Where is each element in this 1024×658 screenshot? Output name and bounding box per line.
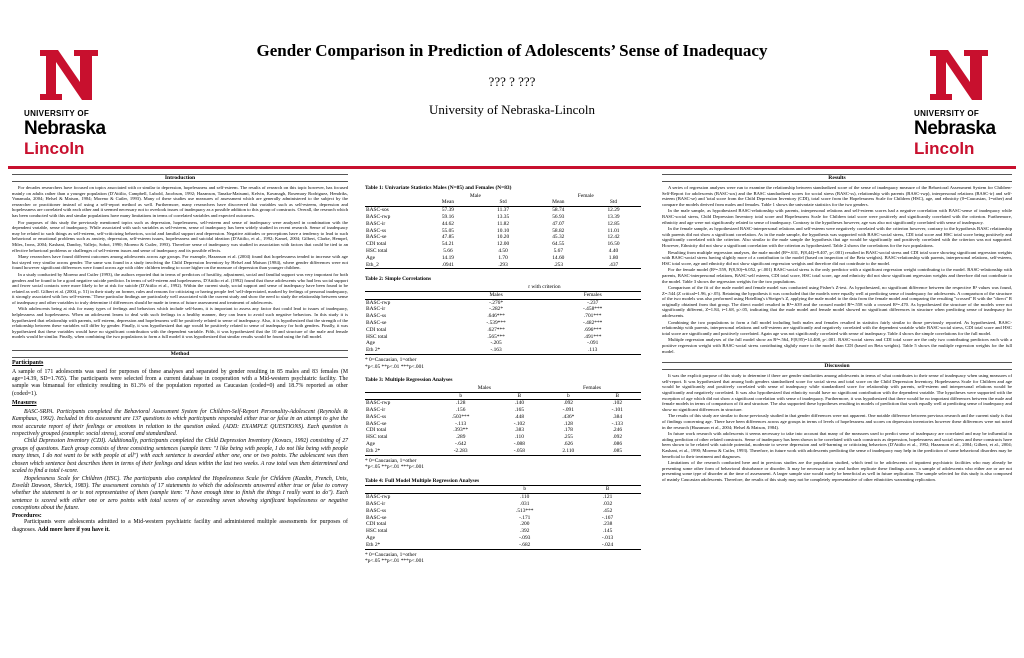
row-label: BASC-rwp bbox=[366, 213, 391, 220]
row-label: CDI total bbox=[366, 326, 387, 333]
table-row bbox=[365, 501, 641, 508]
intro-paragraph: With adolescents being at risk for many types of feelings and behaviors which include self-harm, it is important to assess any factor that could lead to issues of inadequacy, helplessness and hopelessness. When an adolescent learns to deal with such feelings in a healthy manner, they can learn to avoid such negative behaviors. In this study it is hypothesized that relationship with parents, self esteem, depression and hopelessness will be positively related to sense of inadequacy. Also, it is hypothesized that the strength of the relationship between these variables will differ by gender. Finally, it was hypothesized that age would be positively related to sense of inadequacy for both genders. Finally, it was hypothesized that these variables would have no significant contribution with the dependent variable. Fifth, it was hypothesized that the 10 and structure of the male and female models would be similar. Finally, when combining the two populations to form a full model it was hypothesized that similar results would be found using the full model. bbox=[12, 306, 348, 340]
cell-f_mean: 45.32 bbox=[552, 234, 565, 241]
cell-b: .031 bbox=[520, 501, 530, 508]
results-paragraph: Comparison of the fit of the male model and female model was conducted using Fisher's Z-test. As hypothesized, no significant difference between the respective R² values was found, Z=.544 (Z critical=1.96, p>.05). Retaining the hypothesis it was concluded that the models were equally well at predicting sense of inadequacy for adolescents. A comparison of the structure of the two models was also performed using Hotelling's t/Steiger's Z, applying the male model to the data from the female model and comparing the resulting "crossed" R with the "direct" R originally obtained from that group. The direct model resulted in R²=.639 and the crossed model R²=.558 with a crossed R²=.470. As hypothesized the structure of the models were not significantly different, Z=1.84, t=1.68, p>.05, indicating that the male model and female model showed no significant differences in structure when predicting sense of inadequacy for adolescents. bbox=[662, 285, 1012, 319]
table-row bbox=[365, 313, 641, 320]
header-divider bbox=[8, 166, 1016, 169]
cell-f: .491*** bbox=[583, 333, 602, 340]
table1-body bbox=[365, 207, 641, 269]
row-label: BASC-ir bbox=[366, 220, 386, 227]
poster-title: Gender Comparison in Prediction of Adolescents’ Sense of Inadequacy bbox=[256, 41, 768, 60]
table-row bbox=[365, 221, 641, 228]
cell-f: .701*** bbox=[583, 313, 602, 320]
row-label: HSC total bbox=[366, 333, 388, 340]
cell-f_mean: 64.55 bbox=[552, 241, 565, 248]
row-label: BASC-ss bbox=[366, 413, 387, 420]
cell-b: .110 bbox=[475, 494, 574, 501]
row-label: Eth 2* bbox=[365, 347, 448, 354]
table3-col-b: b bbox=[426, 392, 496, 400]
row-label: Eth 2* bbox=[365, 542, 475, 549]
cell-mb: .503*** bbox=[451, 413, 470, 420]
nebraska-n-logo-icon bbox=[38, 46, 100, 104]
cell-m_std: 4.50 bbox=[498, 247, 508, 254]
row-label: BASC-se bbox=[366, 234, 387, 241]
table2-caption: Table 2: Simple Correlations bbox=[365, 276, 432, 283]
row-label: HSC total bbox=[366, 528, 388, 535]
cell-m: -.276* bbox=[448, 299, 545, 306]
row-label: BASC-rwp bbox=[365, 299, 448, 306]
results-paragraph: Multiple regression analyses of the full model show an R²=.564, F(8,95)=14.408, p<.001. BASC-social stress and CDI total score are the only two contributing predictors each with a positive regression weight with BASC-social stress contributing slightly more to the model than CDI (based on Beta weights). Table 5 shows the multiple regression weights for the full model. bbox=[662, 337, 1012, 354]
table-row bbox=[365, 421, 641, 428]
cell-m: -.282* bbox=[489, 306, 504, 313]
cell-f_mean: 58.74 bbox=[531, 207, 586, 214]
procedures-note: Add more here if you have it. bbox=[37, 526, 110, 533]
column-middle bbox=[365, 174, 641, 648]
discussion-paragraph: The results of this study are similar to those previously studied in that gender differences were not apparent. One notable difference between previous research and the current study is that of findings concerning age. There have been differences across age groups in terms of levels of hopelessness and scores on depression inventories however these differences were not noted in the research (Hazanson et al., 2004; Helsel & Matson, 1984). bbox=[662, 413, 1012, 430]
cell-fb: .178 bbox=[563, 427, 573, 434]
participants-text: A sample of 171 adolescents was used for purposes of these analyses and separated by gender resulting in 85 males and 83 females (M age=14.39, SD=1.765). The participants were selected from a current database in cooperation with a Mid-western psychiatric facility. The sample was bimanual for ethnicity resulting in 81.3% of the population reported as Caucasian (coded=0) and 18.7% reported as other (coded=1). bbox=[12, 368, 348, 397]
table-row bbox=[365, 434, 641, 441]
poster-institution: University of Nebraska-Lincoln bbox=[428, 102, 596, 117]
discussion-heading: Discussion bbox=[662, 362, 1012, 370]
table2-col-females: Females bbox=[544, 291, 641, 299]
table3-group-males: Males bbox=[477, 384, 491, 391]
table1-group-male: Male bbox=[469, 192, 481, 199]
measure-hsc: Hopelessness Scale for Children (HSC). The participants also completed the Hopelessness Scale for Children (Kazdin, French, Unis, Esveldt Dawson, Sherick, 1983). The assessment consists of 17 statements to which the adolescents answered either true or false to convey whether the statement is or is not representative of them (sample item: "I have enough time to finish the things I really want to do"). Each sentence is scored with either one or zero points with total scores of or exceeding seven showing significant hopelessness or negative conceptions about the future. bbox=[12, 475, 348, 512]
cell-mB: .165 bbox=[514, 407, 525, 414]
table1-caption: Table 1: Univariate Statistics Males (N=85) and Females (N=83) bbox=[365, 185, 512, 191]
cell-b: -.171 bbox=[519, 514, 531, 521]
table3-col-B: B bbox=[496, 392, 543, 400]
row-label: BASC-rwp bbox=[365, 400, 426, 407]
table3 bbox=[365, 385, 641, 456]
measures-heading: Measures bbox=[12, 400, 37, 407]
cell-fb: .436* bbox=[562, 413, 575, 420]
row-label: HSC total bbox=[366, 247, 388, 254]
cell-f_mean: 56.93 bbox=[552, 213, 565, 220]
nebraska-n-logo-icon bbox=[928, 46, 990, 104]
table3-body bbox=[365, 400, 641, 455]
cell-m_mean: 59.16 bbox=[441, 213, 454, 220]
table1-col-std: Std bbox=[609, 199, 618, 206]
table2-subhead-label: r with criterion bbox=[528, 283, 561, 290]
cell-f_std: 12.29 bbox=[586, 207, 641, 214]
table-row bbox=[365, 320, 641, 327]
cell-fb: .128 bbox=[563, 420, 573, 427]
table-row bbox=[365, 528, 641, 535]
intro-paragraph: For decades researchers have focused on topics associated with or similar to depression, hopelessness and self-esteem. The results of research on this topic however, has focused mainly on adults rather than a younger population (D'Attilio, Campbell, Lubold, Jacobson, 1992; Hazanson, Tanaka-Matsumi, Kelvin, Kavanagh, Rosemary Rodriguez, Hendriks, Vanamala, 2004; Helsel & Matson, 1984; Moreno & Cutler, 1993). Many of these studies use measures of assessment which are generally administered to the subject by the researcher or practitioner instead of using a self-report method as well. Furthermore, many researchers have discovered that variables such as self-esteem, depression and hopelessness are correlated with each other and it seemed necessary not to overlook issues of inadequacy as a possible addition to this group of constructs. Overall, the research which has been conducted with this and similar populations have many limitations in terms of correlated variables and expected outcomes. bbox=[12, 185, 348, 218]
cell-fB: .384 bbox=[612, 413, 623, 420]
cell-mb: .156 bbox=[455, 407, 466, 414]
cell-f: -.237 bbox=[544, 299, 641, 306]
row-label: Age bbox=[366, 254, 375, 261]
discussion-paragraph: It was the explicit purpose of this study to determine if there are gender similarities among adolescents in terms of what contributes to their sense of inadequacy when using measures of self-report. It was hypothesized that among both genders standardized score for social stress and total score on the Child Depression Inventory, Hopelessness Scale for Children and age would be significantly and positively correlated with sense of inadequacy while standardized score for relationship with parents, self-esteem and interpersonal relations would be significantly and negatively correlated. It was also hypothesized that ethnicity would have no significant contribution with the dependent variable. The hypotheses were supported with the exception of age which did not show a significant correlation with sense of inadequacy. Furthermore, it was hypothesized that there would be no important differences between the male and female models in terms of comparison of fit and structure. The also supported these hypotheses resulting in models of prediction that work equally well at predicting sense of inadequacy and show no significant differences in structure. bbox=[662, 373, 1012, 412]
cell-fb: .092 bbox=[543, 400, 594, 407]
method-heading: Method bbox=[12, 350, 348, 358]
cell-fB: .246 bbox=[612, 427, 623, 434]
row-label: Eth_2 bbox=[365, 262, 420, 269]
table2 bbox=[365, 284, 641, 355]
poster-header bbox=[120, 40, 904, 118]
logo-line-lincoln: Lincoln bbox=[914, 139, 975, 158]
table4-col-B: B bbox=[574, 486, 641, 494]
intro-paragraph: In a study conducted by Moreno and Cutler (1993), the authors reported that in terms of predictors of hostility, adjustment, social and familial support was very important for both genders and be found to be a good negative suicide predictor. In terms of self-esteem and hopelessness, D'Attilio et al. (1992) found that those adolescents who had less social support and fewer social contacts were more likely to be at risk for suicide (D'Attilio et al., 1992). Within the current study, social support and sense of inadequacy have been found to be related as well. Gilbert et al. (2004, p. 51) in their study on former, rules and reasons for criticizing or having people feel 'self-depreciated, marked by feelings of personal inadequacy, it strongly associated with low self-esteem.' These particular findings are particularly well associated with the current study and show the need to study the relationship between sense of inadequacy and other variables to truly determine if differences should be made in terms of future assessment and treatment of adolescents. bbox=[12, 271, 348, 305]
table1-col-std: Std bbox=[499, 199, 507, 206]
cell-f_std: 4.40 bbox=[608, 247, 619, 254]
results-paragraph: In the male sample, as hypothesized BASC-relationship with parents, interpersonal relations and self-esteem scores had a negative correlation with BASC-sense of inadequacy while BASC-social stress, Child Depression Inventory total score and Hopelessness Scale for Children total score were positively and significantly correlated with the criterion. Furthermore, ethnicity and age were not significantly related to sense of inadequacy. Contrary to the hypotheses however, age was also not significantly correlated with sense of inadequacy. bbox=[662, 208, 1012, 225]
cell-f_std: .437 bbox=[586, 262, 641, 269]
cell-m_std: .293 bbox=[476, 262, 531, 269]
row-label: Age bbox=[366, 441, 375, 448]
table-row bbox=[365, 248, 641, 255]
cell-fb: .255 bbox=[563, 434, 573, 441]
intro-paragraph: For purposes of this study the previously mentioned topics such as depression, hopelessness, self-esteem and sense of inadequacy were analyzed in combination with the dependent variable, sense of inadequacy. While associated with such variables as self-esteem, sense of inadequacy has been widely studied in recent research. Sense of inadequacy may be related to such things as self-esteem, self-criticizing behaviors, social and familial support and depression. Negative attitudes or perceptions have a tendency to lead to such behavioral or emotional problems such as anxiety, depression, self-esteem issues, hopelessness and suicidal ideation (D'Attilio, et al., 1992; Kamel, 2004; Gilbert, Clarke, Hempel, Miles, Irons, 2004; Kashani, Dandoy, Vallejo, Sobot, 1990; Moreno & Cutler, 1993). Therefore sense of inadequacy was studied in association with factors that could be tied to an effective behavioral problems or challenges of self-esteem issues and sense of inadequacy and its possible effects. bbox=[12, 219, 348, 253]
logo-line-nebraska: Nebraska bbox=[914, 118, 996, 139]
table-row bbox=[365, 508, 641, 515]
cell-m_std: 11.82 bbox=[497, 220, 510, 227]
cell-mB: -.088 bbox=[513, 441, 525, 448]
table1-col-mean: Mean bbox=[552, 199, 565, 206]
cell-fB: -.133 bbox=[611, 420, 623, 427]
cell-mb: -.642 bbox=[455, 441, 467, 448]
cell-m_std: 10.10 bbox=[497, 227, 510, 234]
table-row bbox=[365, 214, 641, 221]
cell-B: .032 bbox=[602, 501, 613, 508]
row-label: BASC-sos bbox=[365, 207, 420, 214]
cell-b: .513*** bbox=[515, 507, 534, 514]
table4-caption: Table 4: Full Model Multiple Regression Analyses bbox=[365, 477, 480, 484]
cell-B: .452 bbox=[602, 507, 613, 514]
discussion-body bbox=[662, 373, 1012, 482]
cell-mB: .140 bbox=[496, 400, 543, 407]
cell-m_std: 11.37 bbox=[476, 207, 531, 214]
results-paragraph: In the female sample, as hypothesized BASC-interpersonal relations and self-esteem were negatively correlated with the criterion however, contrary to the hypothesis BASC relationship with parents did not show a significant correlation. As in the male sample, the hypothesis was supported with BASC-social stress, CDI total score and HSC total score being positively and significantly correlated with the criterion. Also similar to the male sample the hypothesis that age would be significantly and positively correlated with the criterion was not supported. However, Ethnicity did not show a significant correlation with the criterion as hypothesized. Table 2 shows the correlations for the two populations. bbox=[662, 226, 1012, 248]
row-label: Age bbox=[366, 340, 375, 347]
table4-col-b: b bbox=[475, 486, 574, 494]
cell-m_std: 10.20 bbox=[497, 234, 510, 241]
table-row bbox=[365, 494, 641, 501]
table3-group-females: Females bbox=[583, 384, 601, 391]
cell-m_mean: 54.21 bbox=[441, 241, 454, 248]
cell-B: .238 bbox=[602, 521, 613, 528]
table-row bbox=[365, 448, 641, 455]
column-right bbox=[662, 174, 1012, 648]
row-label: BASC-rwp bbox=[365, 494, 475, 501]
table1-col-mean: Mean bbox=[441, 199, 455, 206]
cell-m: -.163 bbox=[448, 347, 545, 354]
table-row bbox=[365, 255, 641, 262]
cell-fB: .102 bbox=[594, 400, 641, 407]
table-row bbox=[365, 535, 641, 542]
cell-m_std: 13.35 bbox=[497, 213, 510, 220]
table2-col-males: Males bbox=[448, 291, 545, 299]
table-row bbox=[365, 515, 641, 522]
table3-col-b: b bbox=[543, 392, 594, 400]
discussion-paragraph: In future work research with adolescents it seems necessary to take into account that many of the measures used to predict sense of inadequacy are correlated and may be influential in aiding prediction of other related constructs. Sense of inadequacy has been shown to be correlated with such constructs as depression, hopelessness and social stress and these constructs have been shown to be related with suicide potential, moderate to severe depression and self-harming or criticizing behaviors (D'Attilio et al., 1992; Hazanson et al., 2004; Gilbert, et al., 2004; Kashani, et al., 1990; Moreno & Cutler, 1993). Therefore, in future work with adolescents predicting the sense of inadequacy may help in the prediction of some behavioral disorders may be beneficial to their treatment and diagnoses. bbox=[662, 431, 1012, 459]
participants-heading: Participants bbox=[12, 360, 44, 367]
poster-authors: ??? ? ??? bbox=[488, 74, 536, 89]
cell-f_std: 16.50 bbox=[607, 241, 620, 248]
cell-f_std: 12.85 bbox=[607, 220, 620, 227]
cell-b: -.682 bbox=[475, 542, 574, 549]
cell-b: .200 bbox=[520, 521, 530, 528]
table3-significance: *p<.05 **p<.01 ***p<.001 bbox=[365, 464, 424, 471]
row-label: Eth 2* bbox=[365, 448, 426, 455]
cell-f_mean: 58.82 bbox=[552, 227, 565, 234]
cell-fb: .626 bbox=[563, 441, 573, 448]
row-label: CDI total bbox=[366, 241, 387, 248]
row-label: BASC-ir bbox=[366, 501, 386, 508]
measure-cdi: Child Depression Inventory (CDI). Additionally, participants completed the Child Depression Inventory (Kovacs, 1992) consisting of 27 groups of questions. Each group consists of three consisting sentences (sample item: "I like being with people, I do not like being with people many times, I do not want to be with people at all") with each sentence is awarded either one, one or two points. The adolescent was then chosen which sentence best describes them in terms of their feelings and ideas within the last two weeks. A raw total was then determined and scaled to find a total t-score. bbox=[12, 438, 348, 475]
procedures-label: Procedures: bbox=[12, 512, 42, 519]
row-label: Age bbox=[366, 535, 375, 542]
cell-f_std: 11.01 bbox=[607, 227, 620, 234]
results-paragraph: Combining the two populations to form a full model including both males and females resulted in statistics fairly similar to those previously reported. As hypothesized, BASC-relationship with parents, interpersonal relations and self-esteem are significantly and negatively correlated with the dependent variable while BASC-social stress, CDI total score and HSC total score are significantly and positively correlated. Again age was not significantly correlated with sense of inadequacy. Table 4 shows the simple correlations for the full model. bbox=[662, 319, 1012, 336]
table4-significance: *p<.05 **p<.01 ***p<.001 bbox=[365, 558, 424, 565]
table2-subhead bbox=[365, 284, 641, 291]
cell-fB: .092 bbox=[612, 434, 623, 441]
table-row bbox=[365, 347, 641, 354]
cell-B: .121 bbox=[574, 494, 641, 501]
cell-m: .565*** bbox=[487, 333, 505, 340]
table2-note: * 0=Caucasian, 1=other bbox=[365, 356, 417, 363]
row-label: BASC-ir bbox=[366, 407, 386, 414]
row-label: BASC-se bbox=[366, 420, 387, 427]
table4-col-header bbox=[365, 486, 641, 494]
university-logo-right bbox=[914, 46, 1006, 164]
cell-mb: .128 bbox=[426, 400, 496, 407]
cell-m_mean: 44.62 bbox=[441, 220, 454, 227]
table3-col-B: B bbox=[594, 392, 641, 400]
discussion-paragraph: Limitations of the research conducted here and in previous studies are the population studied, which tend to be adolescents of inpatient psychiatric facilities who may already be presenting some other form of behavioral disturbance or disorder. It may be necessary to try and further replicate these findings across a sample of adolescents who either are or are not presenting some type of disorder at the time of assessment. A larger sample size would surely be beneficial as well in future replication. The sample selected for this study is also composed of mainly Caucasian adolescents. Therefore, the results of this study may not be completely representative of other ethnicities warranting replication. bbox=[662, 460, 1012, 482]
table4 bbox=[365, 485, 641, 549]
table2-col-header bbox=[365, 291, 641, 299]
row-label: HSC total bbox=[366, 434, 388, 441]
cell-mB: -.102 bbox=[513, 420, 525, 427]
cell-f_mean: 14.60 bbox=[552, 254, 565, 261]
cell-B: -.013 bbox=[601, 535, 614, 542]
cell-m_std: 1.70 bbox=[498, 254, 508, 261]
table2-body bbox=[365, 299, 641, 354]
cell-mb: .393** bbox=[453, 427, 469, 434]
table4-body bbox=[365, 494, 641, 549]
column-left bbox=[12, 174, 348, 648]
results-paragraph: A series of regression analyses were run to examine the relationship between standardized score of the sense of inadequacy measure of the Behavioral Assessment System for Children-Self-Report for adolescents (BASC-sos) and the BASC standardized scores for social stress (BASC-ss), relationship with parents (BASC-rwp), interpersonal relations (BASC-ir) and self-esteem (BASC-se) and 'total score from the Child Depression Inventory (CDI), total score from the Hopelessness Scale for Children (HSC), age, and ethnicity (0=Caucasian, 1=other) and compare the models derived from males and females. Table 1 shows the univariate statistics for the two genders. bbox=[662, 185, 1012, 207]
table-row bbox=[365, 262, 641, 269]
cell-f_std: 13.39 bbox=[607, 213, 620, 220]
table-row bbox=[365, 441, 641, 448]
cell-mb: -2.283 bbox=[426, 448, 496, 455]
row-label: CDI total bbox=[366, 427, 387, 434]
measure-basc: BASC-SRPA. Participants completed the Behavioral Assessment System for Children-Self-Report Personality-Adolescent (Reynolds & Kamphaus, 1992). Included in this assessment are 137 questions to which participants responded either true or false in an attempt to give the most accurate report of their feelings or emotions in relation to the question asked. (ADD: EXAMPLE QUESTIONS). Each question is respectively grouped (example: social stress), scored and standardized. bbox=[12, 408, 348, 438]
table4-note: * 0=Caucasian, 1=other bbox=[365, 551, 417, 558]
cell-f_std: 1.80 bbox=[608, 254, 619, 261]
table1-group-female: Female bbox=[577, 192, 594, 199]
cell-B: -.024 bbox=[574, 542, 641, 549]
cell-f: -.091 bbox=[587, 340, 599, 347]
cell-m_std: 12.00 bbox=[497, 241, 510, 248]
results-heading: Results bbox=[662, 174, 1012, 182]
table3-caption: Table 3: Multiple Regression Analyses bbox=[365, 377, 453, 384]
cell-m_mean: 47.85 bbox=[441, 234, 454, 241]
row-label: BASC-ss bbox=[366, 227, 387, 234]
logo-wordmark bbox=[914, 110, 1006, 157]
logo-line-university-of: UNIVERSITY OF bbox=[24, 109, 90, 118]
cell-f: -.458*** bbox=[583, 306, 603, 313]
cell-b: .392 bbox=[520, 528, 530, 535]
table1-col-header bbox=[365, 199, 641, 206]
table2-significance: *p<.05 **p<.01 ***p<.001 bbox=[365, 363, 424, 370]
table-row bbox=[365, 521, 641, 528]
cell-mB: .448 bbox=[514, 413, 525, 420]
results-paragraph: For the female model (R²=.559, F(8,50)=6.052, p<.001) BASC-social stress is the only predictor with a significant regression weight contributing to the model. BASC-relationship with parents, BASC-interpersonal relations, BASC-self esteem, CDI total score, HSC total score, age and ethnicity did not show significant regression weights and therefore did not contribute to the model. Table 3 shows the regression weights for the two populations. bbox=[662, 267, 1012, 284]
row-label: CDI total bbox=[366, 521, 387, 528]
cell-fB: .086 bbox=[612, 441, 623, 448]
table-row bbox=[365, 334, 641, 341]
cell-f: .113 bbox=[544, 347, 641, 354]
logo-line-lincoln: Lincoln bbox=[24, 139, 85, 158]
cell-f_mean: 5.67 bbox=[553, 247, 564, 254]
cell-m_mean: 5.66 bbox=[443, 247, 453, 254]
table1 bbox=[365, 193, 641, 270]
cell-mB: -.058 bbox=[496, 448, 543, 455]
intro-heading: Introduction bbox=[12, 174, 348, 182]
table3-note: * 0=Caucasian, 1=other bbox=[365, 457, 417, 464]
cell-mB: .383 bbox=[514, 427, 525, 434]
cell-mb: -.113 bbox=[455, 420, 467, 427]
cell-fB: -.101 bbox=[611, 407, 623, 414]
row-label: BASC-ss bbox=[366, 313, 387, 320]
table-row bbox=[365, 542, 641, 549]
cell-f_mean: .253 bbox=[531, 262, 586, 269]
procedures-text bbox=[12, 519, 348, 534]
cell-m: .627*** bbox=[487, 326, 505, 333]
cell-f_mean: 47.07 bbox=[552, 220, 565, 227]
table-row bbox=[365, 400, 641, 407]
cell-f_std: 12.42 bbox=[607, 234, 620, 241]
table-row bbox=[365, 414, 641, 421]
table3-group-header bbox=[365, 385, 641, 392]
cell-m: .646*** bbox=[487, 313, 505, 320]
cell-fB: .085 bbox=[594, 448, 641, 455]
cell-m_mean: .0941 bbox=[420, 262, 475, 269]
table3-col-header bbox=[365, 392, 641, 400]
table-row bbox=[365, 299, 641, 306]
cell-fb: -.091 bbox=[562, 407, 574, 414]
procedures-body: Participants were adolescents admitted to a Mid-western psychiatric facility and administered multiple assessments for purposes of diagnoses. bbox=[12, 519, 348, 533]
cell-mB: .110 bbox=[514, 434, 524, 441]
row-label: BASC-ir bbox=[366, 306, 386, 313]
logo-wordmark bbox=[24, 110, 116, 157]
results-body bbox=[662, 185, 1012, 354]
cell-f: .696*** bbox=[583, 326, 602, 333]
logo-line-nebraska: Nebraska bbox=[24, 118, 106, 139]
table-row bbox=[365, 340, 641, 347]
table-row bbox=[365, 327, 641, 334]
intro-body bbox=[12, 185, 348, 340]
row-label: BASC-ss bbox=[366, 507, 387, 514]
cell-m: -.205 bbox=[490, 340, 502, 347]
table1-group-header bbox=[365, 193, 641, 200]
cell-m: -.539*** bbox=[486, 319, 506, 326]
table-row bbox=[365, 306, 641, 313]
table-row bbox=[365, 241, 641, 248]
intro-paragraph: Many researchers have found different outcomes among adolescents across age groups. For example, Hazanson et al. (2004) found that hopelessness tended to increase with age but stayed very similar across gender. The same was found in a study involving the Child Depression Inventory by Helsel and Matson (1984), where gender differences were not found however significant differences were found across age with older children tending to score higher on the measure of depression than younger children. bbox=[12, 254, 348, 271]
cell-B: .145 bbox=[602, 528, 613, 535]
cell-mb: .289 bbox=[455, 434, 466, 441]
cell-B: -.167 bbox=[601, 514, 614, 521]
results-paragraph: Resulting from multiple regression analyses, the male model (R²=.631, F(8,44)=9.407, p<.001) resulted in BASC-social stress and CDI total score showing significant regression weights with BASC-social stress having slightly more of a contribution to the model (based on inspection of the Beta weights). BASC-relationship with parents, interpersonal relations, self-esteem, HSC total score, age and ethnicity did not show significant regression weights and therefore did not contribute to the model. bbox=[662, 249, 1012, 266]
table-row bbox=[365, 234, 641, 241]
table-row bbox=[365, 207, 641, 214]
table-row bbox=[365, 228, 641, 235]
cell-b: -.093 bbox=[519, 535, 531, 542]
cell-fb: 2.110 bbox=[543, 448, 594, 455]
row-label: BASC-se bbox=[366, 514, 387, 521]
table-row bbox=[365, 427, 641, 434]
cell-f: -.482*** bbox=[583, 319, 603, 326]
cell-m_mean: 55.05 bbox=[441, 227, 454, 234]
cell-m_mean: 14.19 bbox=[441, 254, 454, 261]
university-logo-left bbox=[24, 46, 116, 164]
table-row bbox=[365, 407, 641, 414]
row-label: BASC-se bbox=[366, 319, 387, 326]
logo-line-university-of: UNIVERSITY OF bbox=[914, 109, 980, 118]
cell-m_mean: 57.39 bbox=[420, 207, 475, 214]
